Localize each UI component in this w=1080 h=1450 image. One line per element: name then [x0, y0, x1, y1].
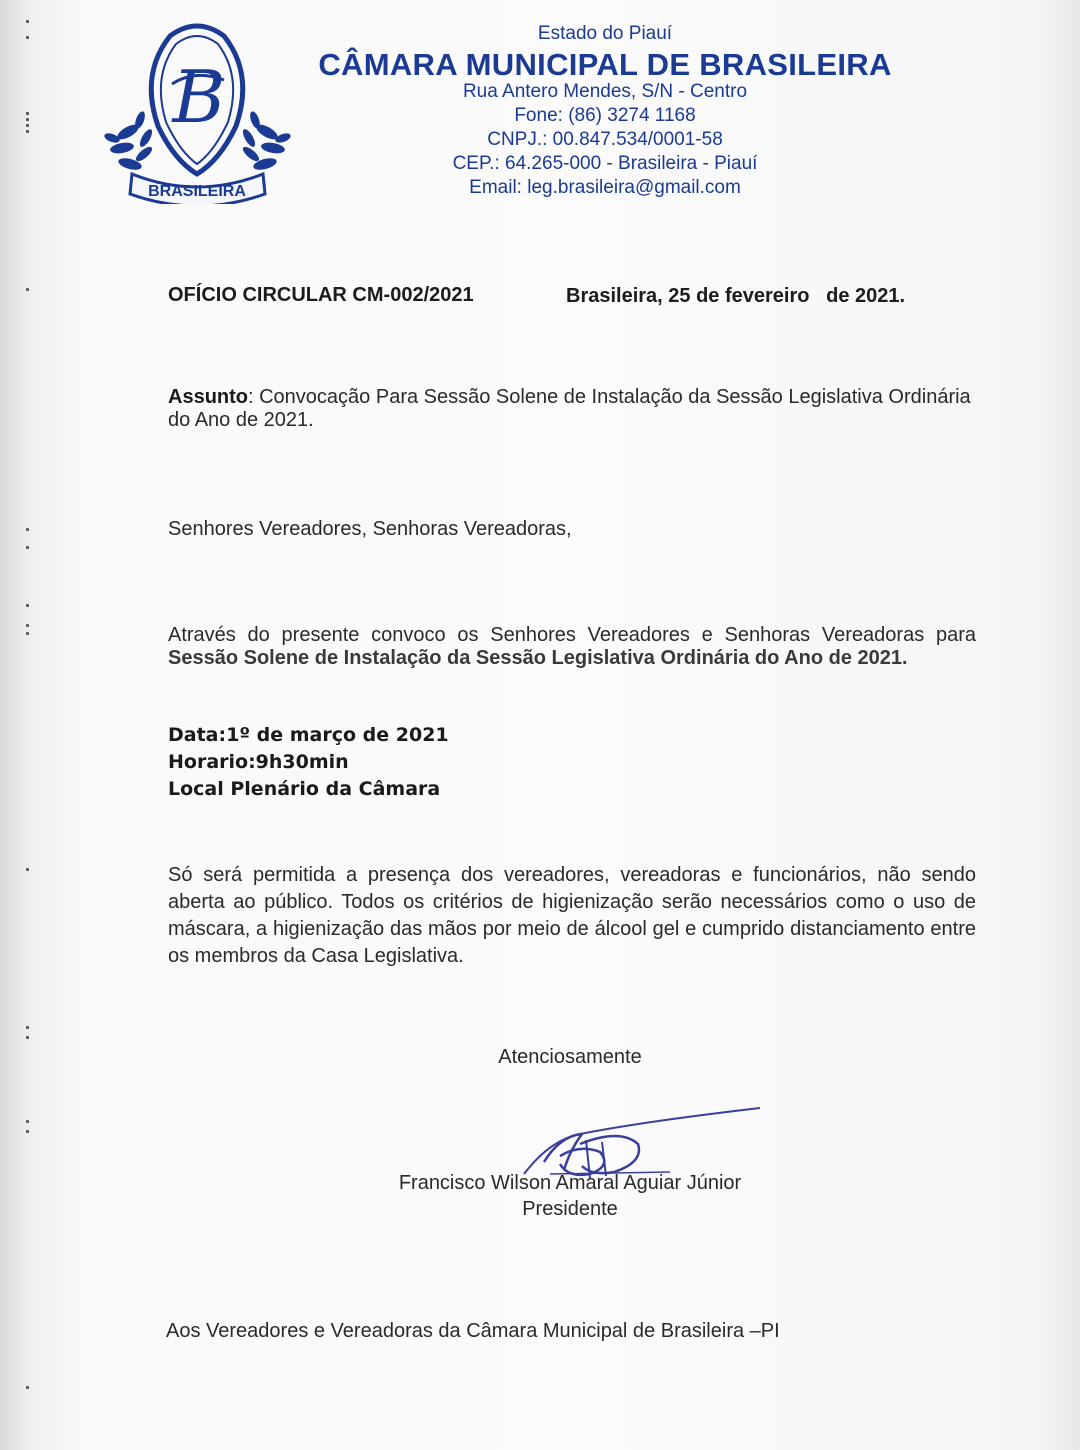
chamber-logo [100, 14, 295, 204]
event-place: Local Plenário da Câmara [168, 778, 441, 800]
email-address: Email: leg.brasileira@gmail.com [469, 177, 741, 198]
event-time: Horario:9h30min [168, 751, 349, 773]
greeting: Senhores Vereadores, Senhoras Vereadoras, [168, 518, 572, 540]
event-details [168, 722, 449, 803]
subject-label: Assunto [168, 386, 248, 408]
signer-name: Francisco Wilson Amaral Aguiar Júnior [398, 1172, 742, 1194]
postal-code: CEP.: 64.265-000 - Brasileira - Piauí [452, 153, 758, 174]
state-name: Estado do Piauí [537, 23, 673, 44]
subject [168, 386, 976, 432]
binder-marks [22, 0, 36, 1450]
place-date: Brasileira, 25 de fevereiro de 2021. [566, 285, 906, 307]
document-reference: OFÍCIO CIRCULAR CM-002/2021 [168, 284, 474, 306]
cnpj-number: CNPJ.: 00.847.534/0001-58 [487, 129, 723, 150]
convocation-text: Através do presente convoco os Senhores Vereadores e Senhoras Vereadoras para [168, 624, 976, 646]
restrictions-paragraph: Só será permitida a presença dos vereadores, vereadoras e funcionários, não sendo aberta ao público. Todos os critérios de higienização serão necessários como o uso de máscara, a higienização das mãos por meio de álcool gel e cumprido distanciamento entre os membros da Casa Legislativa. [168, 864, 976, 967]
convocation-paragraph [168, 624, 976, 670]
subject-text: : Convocação Para Sessão Solene de Instalação da Sessão Legislativa Ordinária do Ano de 2021. [168, 386, 971, 431]
event-date: Data:1º de março de 2021 [168, 724, 449, 746]
signer [300, 1170, 840, 1222]
logo-ribbon-text: BRASILEIRA [148, 183, 246, 200]
recipients: Aos Vereadores e Vereadoras da Câmara Municipal de Brasileira –PI [166, 1320, 780, 1342]
address: Rua Antero Mendes, S/N - Centro [462, 81, 748, 102]
session-name: Sessão Solene de Instalação da Sessão Legislativa Ordinária do Ano de 2021. [168, 647, 908, 669]
logo-monogram: B [172, 55, 226, 139]
phone-number: Fone: (86) 3274 1168 [514, 105, 696, 126]
institution-name: CÂMARA MUNICIPAL DE BRASILEIRA [318, 47, 892, 82]
closing: Atenciosamente [498, 1046, 642, 1068]
signer-title: Presidente [522, 1198, 618, 1220]
